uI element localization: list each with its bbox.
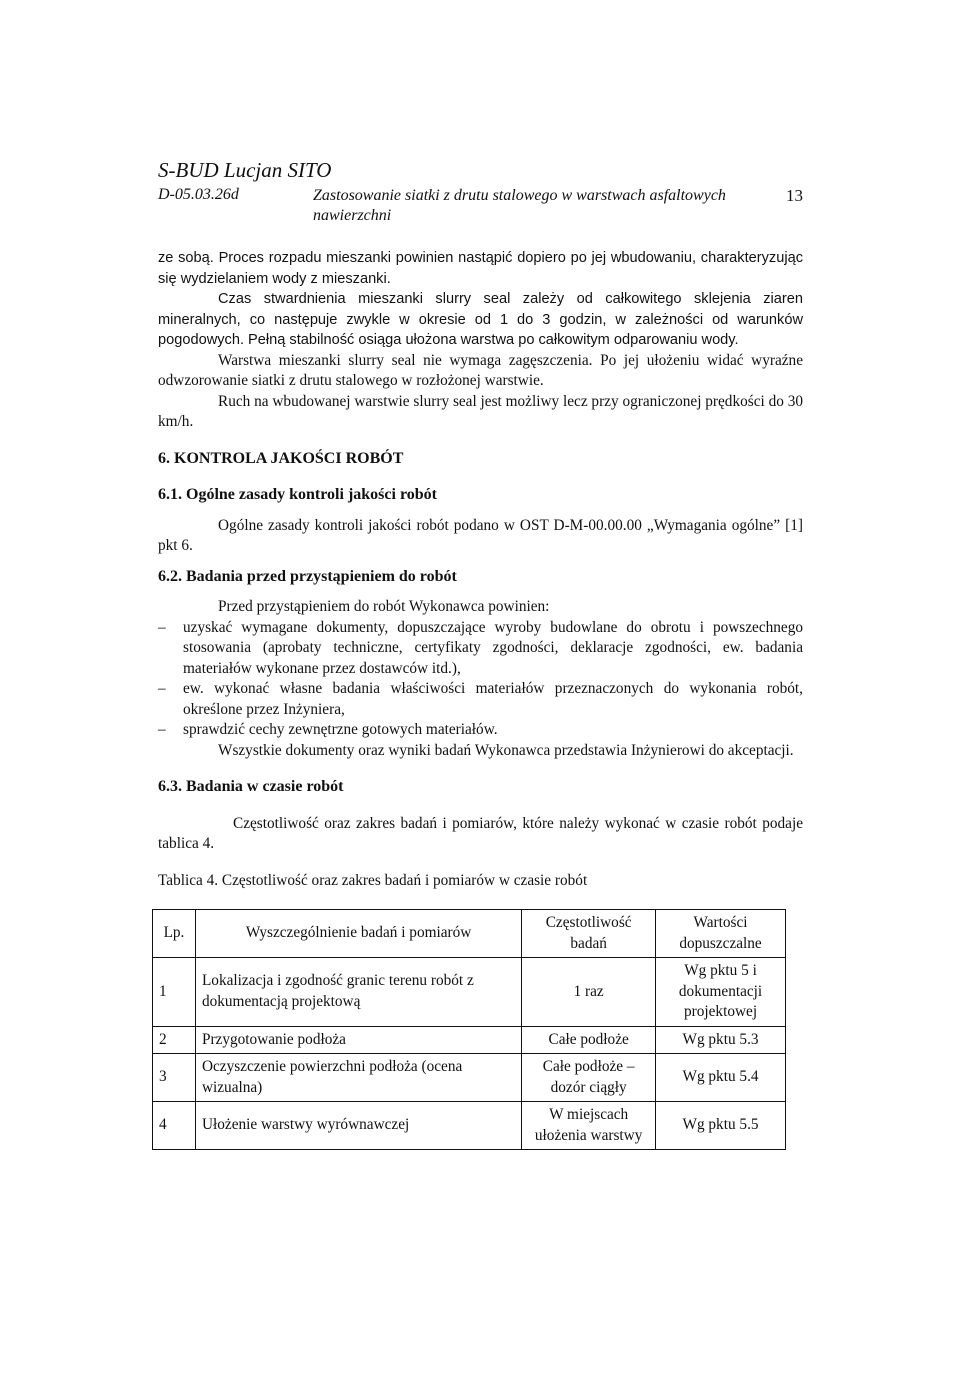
- paragraph-6-3: Częstotliwość oraz zakres badań i pomiarów, które należy wykonać w czasie robót podaje tablica 4.: [158, 814, 803, 852]
- paragraph-6-2-closing: Wszystkie dokumenty oraz wyniki badań Wykonawca przedstawia Inżynierowi do akceptacji.: [218, 741, 794, 759]
- table-row: 3 Oczyszczenie powierzchni podłoża (ocena wizualna) Całe podłoże – dozór ciągły Wg pktu 5.4: [153, 1054, 786, 1102]
- spec-code: D-05.03.26d: [158, 186, 239, 203]
- table-row: 1 Lokalizacja i zgodność granic terenu robót z dokumentacją projektową 1 raz Wg pktu 5 i dokumentacji projektowej: [153, 958, 786, 1027]
- spec-title: Zastosowanie siatki z drutu stalowego w warstwach asfaltowych nawierzchni: [313, 187, 726, 224]
- section-heading-6-1: 6.1. Ogólne zasady kontroli jakości robót: [158, 486, 437, 503]
- table-header-row: [153, 910, 786, 958]
- paragraph-continuation: ze sobą. Proces rozpadu mieszanki powinien nastąpić dopiero po jej wbudowaniu, charakteryzując się wydzielaniem wody z mieszanki.: [158, 250, 803, 287]
- requirements-list: [158, 618, 803, 741]
- paragraph-6-2-intro: Przed przystąpieniem do robót Wykonawca powinien:: [218, 598, 550, 615]
- dash-bullet: –: [158, 680, 166, 697]
- section-heading-6-3: 6.3. Badania w czasie robót: [158, 778, 344, 795]
- list-item: – sprawdzić cechy zewnętrzne gotowych materiałów.: [158, 720, 803, 741]
- header-cell-desc: Wyszczególnienie badań i pomiarów: [195, 910, 521, 958]
- page-number: 13: [786, 186, 803, 205]
- header-cell-freq: Częstotliwość badań: [522, 910, 656, 958]
- table-4: [152, 909, 786, 1150]
- section-heading-6-2: 6.2. Badania przed przystąpieniem do robót: [158, 567, 457, 585]
- paragraph-compaction: Warstwa mieszanki slurry seal nie wymaga zagęszczenia. Po jej ułożeniu widać wyraźne odwzorowanie siatki z drutu stalowego w rozłożonej warstwie.: [158, 351, 803, 389]
- list-item: – ew. wykonać własne badania właściwości materiałów przeznaczonych do wykonania robót, określone przez Inżyniera,: [158, 680, 803, 718]
- table-row: 2 Przygotowanie podłoża Całe podłoże Wg pktu 5.3: [153, 1026, 786, 1054]
- dash-bullet: –: [158, 618, 166, 636]
- paragraph-traffic: Ruch na wbudowanej warstwie slurry seal jest możliwy lecz przy ograniczonej prędkości do 30 km/h.: [158, 392, 803, 430]
- table-row: 4 Ułożenie warstwy wyrównawczej W miejscach ułożenia warstwy Wg pktu 5.5: [153, 1102, 786, 1150]
- paragraph-curing-time: Czas stwardnienia mieszanki slurry seal zależy od całkowitego sklejenia ziaren mineralnych, co następuje zwykle w okresie od 1 do 3 godzin, w zależności od warunków pogodowych. Pełną stabilność osiąga ułożona warstwa po całkowitym odparowaniu wody.: [158, 291, 803, 348]
- list-item: – uzyskać wymagane dokumenty, dopuszczające wyroby budowlane do obrotu i powszechnego stosowania (aprobaty techniczne, certyfikaty zgodności, deklaracje zgodności, ew. badania materiałów wykonane przez dostawców itd.),: [158, 618, 803, 677]
- dash-bullet: –: [158, 721, 166, 738]
- paragraph-6-1: Ogólne zasady kontroli jakości robót podano w OST D-M-00.00.00 „Wymagania ogólne” [1] pkt 6.: [158, 516, 803, 554]
- section-heading-6: 6. KONTROLA JAKOŚCI ROBÓT: [158, 449, 404, 467]
- header-cell-lp: Lp.: [153, 910, 196, 958]
- company-name: S-BUD Lucjan SITO: [158, 158, 332, 182]
- header-cell-vals: Wartości dopuszczalne: [656, 910, 786, 958]
- table-caption: Tablica 4. Częstotliwość oraz zakres badań i pomiarów w czasie robót: [158, 871, 588, 889]
- document-body: [158, 248, 803, 891]
